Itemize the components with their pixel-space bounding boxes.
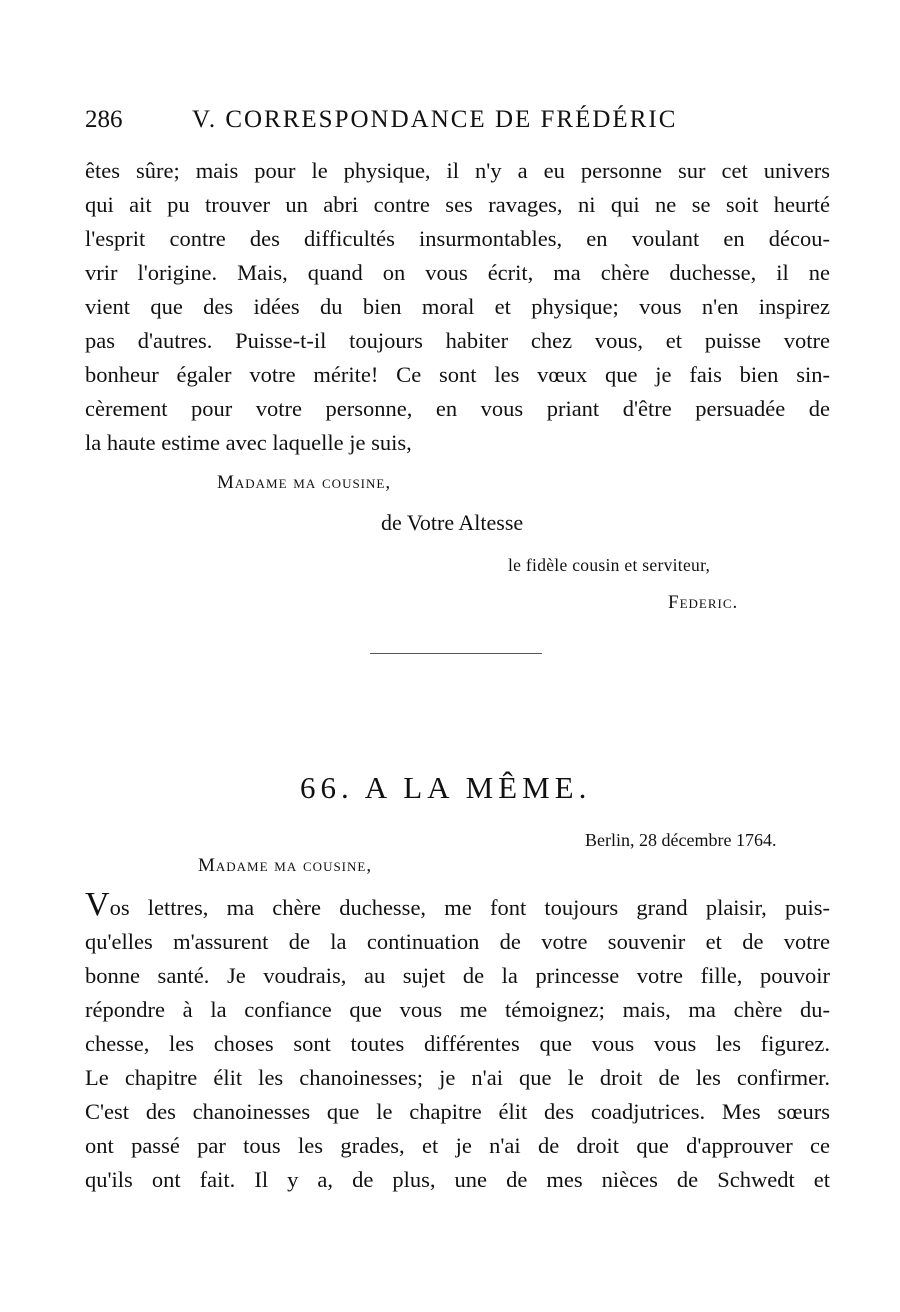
text-line: vient que des idées du bien moral et physique; vous n'en inspirez xyxy=(85,294,830,319)
page-header xyxy=(85,106,830,146)
text-line: qui ait pu trouver un abri contre ses ravages, ni qui ne se soit heurté xyxy=(85,192,830,217)
text-line: C'est des chanoinesses que le chapitre élit des coadjutrices. Mes sœurs xyxy=(85,1099,830,1124)
text-line: la haute estime avec laquelle je suis, xyxy=(85,430,412,455)
text-line: répondre à la confiance que vous me témoignez; mais, ma chère du- xyxy=(85,997,830,1022)
salutation: Madame ma cousine, xyxy=(198,855,373,876)
closing-formula: le fidèle cousin et serviteur, xyxy=(508,555,711,575)
salutation: Madame ma cousine, xyxy=(217,472,392,493)
text-line: qu'elles m'assurent de la continuation de votre souvenir et de votre xyxy=(85,929,830,954)
text-line: vrir l'origine. Mais, quand on vous écrit, ma chère duchesse, il ne xyxy=(85,260,830,285)
text-line: qu'ils ont fait. Il y a, de plus, une de mes nièces de Schwedt et xyxy=(85,1167,830,1192)
letter-title: 66. A LA MÊME. xyxy=(300,770,592,805)
text-line: cèrement pour votre personne, en vous priant d'être persuadée de xyxy=(85,396,830,421)
text-line: chesse, les choses sont toutes différentes que vous vous les figurez. xyxy=(85,1031,830,1056)
altesse-line: de Votre Altesse xyxy=(381,510,524,535)
text-line: êtes sûre; mais pour le physique, il n'y a eu personne sur cet univers xyxy=(85,158,830,183)
drop-cap: V xyxy=(85,891,110,923)
place-date: Berlin, 28 décembre 1764. xyxy=(585,830,777,850)
running-head: V. CORRESPONDANCE DE FRÉDÉRIC xyxy=(192,106,678,133)
text-line: l'esprit contre des difficultés insurmontables, en voulant en décou- xyxy=(85,226,830,251)
page-number: 286 xyxy=(85,106,123,133)
text-line: ont passé par tous les grades, et je n'ai de droit que d'approuver ce xyxy=(85,1133,830,1158)
text-line: pas d'autres. Puisse-t-il toujours habiter chez vous, et puisse votre xyxy=(85,328,830,353)
text-line: bonne santé. Je voudrais, au sujet de la princesse votre fille, pouvoir xyxy=(85,963,830,988)
section-divider xyxy=(370,653,542,654)
signature: Federic. xyxy=(668,592,739,613)
text-line xyxy=(85,891,830,925)
text-line: bonheur égaler votre mérite! Ce sont les vœux que je fais bien sin- xyxy=(85,362,830,387)
letter-body-paragraph xyxy=(85,891,830,1197)
text-line-rest: os lettres, ma chère duchesse, me font toujours grand plaisir, puis- xyxy=(109,895,830,920)
letter-closing-paragraph xyxy=(85,154,830,460)
text-line: Le chapitre élit les chanoinesses; je n'ai que le droit de les confirmer. xyxy=(85,1065,830,1090)
